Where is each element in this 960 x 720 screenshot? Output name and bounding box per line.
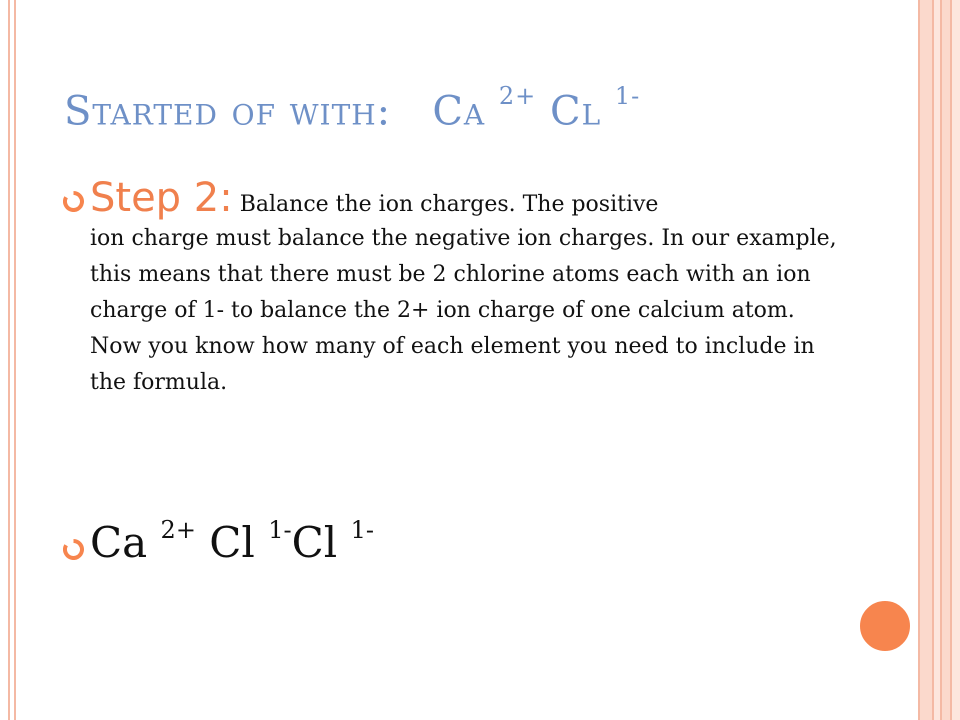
formula-cl-2: Cl — [291, 518, 338, 567]
formula-ca: Ca — [90, 518, 148, 567]
step-heading: Step 2: — [90, 175, 233, 221]
bullet-icon — [63, 191, 84, 212]
slide-left-border — [8, 0, 16, 720]
title-prefix: Started of with: — [64, 88, 392, 135]
formula-cl-1: Cl — [209, 518, 255, 567]
bullet-icon — [63, 539, 84, 560]
formula-cl-1-charge: 1- — [268, 516, 292, 544]
title-ca: Ca — [432, 88, 486, 135]
step-2-paragraph — [90, 175, 850, 401]
title-cl: Cl — [549, 88, 602, 135]
formula-ca-charge: 2+ — [160, 516, 196, 544]
formula-cl-2-charge: 1- — [350, 516, 374, 544]
title-ca-charge: 2+ — [498, 82, 537, 110]
step-body-rest: ion charge must balance the negative ion charges. In our example, this means that there must be 2 chlorine atoms each with an ion charge of 1- to balance the 2+ ion charge of one calcium atom. Now you know how many of each element you need to include in the formula. — [90, 226, 837, 395]
title-cl-charge: 1- — [614, 82, 641, 110]
formula-line — [90, 518, 374, 567]
slide-title — [64, 82, 641, 135]
step-body-first-line: Balance the ion charges. The positive — [232, 192, 659, 217]
decorative-orange-circle — [856, 597, 914, 655]
slide-right-decorative-band — [918, 0, 960, 720]
